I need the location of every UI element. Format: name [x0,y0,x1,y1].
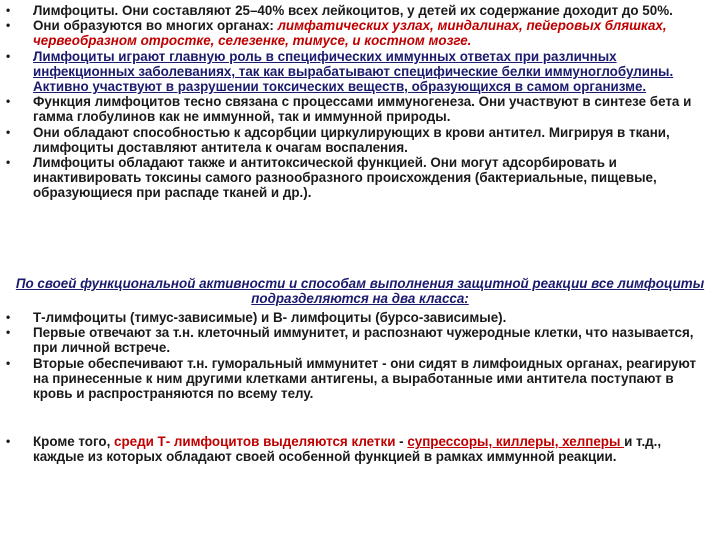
bullet: • [6,155,11,170]
subtypes-highlight: супрессоры, киллеры, хелперы [407,434,625,449]
item-text: Они образуются во многих органах: [33,18,278,34]
item-text: Т-лимфоциты (тимус-зависимые) и В- лимфоциты (бурсо-зависимые). [33,310,507,325]
classification-heading: По своей функциональной активности и способам выполнения защитной реакции все лимфоциты подразделяются на два класса: [15,276,705,307]
bullet: • [6,48,11,63]
item-text: Они обладают способностью к адсорбции циркулирующих в крови антител. Мигрируя в ткани, лимфоциты доставляют антитела к очагам воспаления. [33,124,670,155]
list-item [0,310,720,325]
bullet: • [6,3,11,17]
list-item [0,356,720,402]
list-item [0,49,720,95]
list-item [0,125,720,155]
list-item [0,94,720,124]
list-item [0,434,720,464]
organs-highlight: лимфатических узлах, миндалинах, пейеровых бляшках, червеобразном отростке, селезенке, тимусе, и костном мозге. [33,18,667,49]
item-text: Лимфоциты обладают также и антитоксической функцией. Они могут адсорбировать и инактивировать токсины самого разнообразного происхождения (бактериальные, пищевые, образующиеся при распаде тканей и др.). [33,155,657,201]
t-cell-subtypes-list [0,434,720,464]
list-item [0,325,720,355]
list-item [0,155,720,201]
lymphocyte-facts-list [0,3,720,201]
item-text: Лимфоциты. Они составляют 25–40% всех лейкоцитов, у детей их содержание доходит до 50%. [33,3,673,18]
item-text: Вторые обеспечивают т.н. гуморальный иммунитет - они сидят в лимфоидных органах, реагируют на принесенные к ним другими клетками антигены, а выработанные ими антитела поступают в кровь и распространяются по всему телу. [33,355,697,402]
bullet: • [6,355,11,370]
bullet: • [6,94,11,109]
bullet: • [6,124,11,139]
item-text: и т.д., каждые из которых обладают своей особенной функцией в рамках иммунной реакции. [33,434,662,465]
item-text: Кроме того, [33,434,115,449]
key-role-highlight: Лимфоциты играют главную роль в специфических иммунных ответах при различных инфекционных заболеваниях, так как вырабатывают специфические белки иммуноглобулины. Активно участвуют в разрушении токсических веществ, образующихся в самом организме. [33,48,674,95]
list-item [0,18,720,48]
item-text: - [395,434,408,449]
bullet: • [6,310,11,324]
lymphocyte-classes-list [0,310,720,401]
bullet: • [6,18,11,33]
t-cell-highlight: среди Т- лимфоцитов выделяются клетки [114,434,396,449]
bullet: • [6,434,11,448]
item-text: Функция лимфоцитов тесно связана с процессами иммуногенеза. Они участвуют в синтезе бета и гамма глобулинов как не иммунной, так и иммунной природы. [33,94,692,125]
item-text: Первые отвечают за т.н. клеточный иммунитет, и распознают чужеродные клетки, что называется, при личной встрече. [33,325,694,356]
bullet: • [6,325,11,340]
list-item [0,3,720,18]
